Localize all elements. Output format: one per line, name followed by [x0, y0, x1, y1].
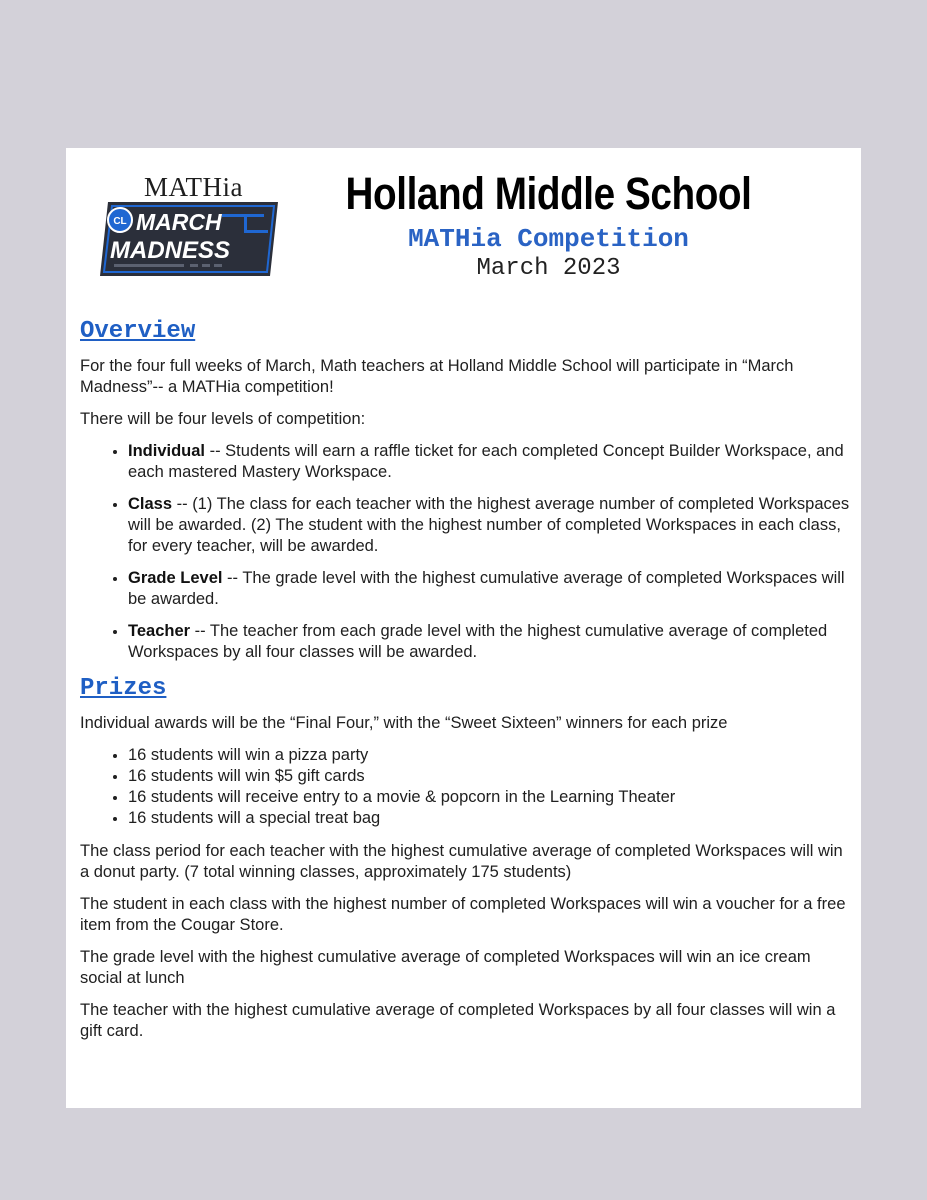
level-term: Class — [128, 495, 173, 513]
levels-intro: There will be four levels of competition: — [80, 410, 366, 428]
level-term: Grade Level — [128, 569, 223, 587]
level-item — [128, 568, 850, 610]
level-term: Individual — [128, 442, 206, 460]
overview-intro: For the four full weeks of March, Math teachers at Holland Middle School will participate in “March Madness”-- a MATHia competition! — [80, 357, 794, 396]
competition-subtitle: MATHia Competition — [408, 224, 689, 254]
badge-line1: MARCH — [136, 209, 222, 235]
prize-item: • 16 students will receive entry to a movie & popcorn in the Learning Theater — [128, 787, 850, 808]
level-item — [128, 621, 850, 663]
badge-line2: MADNESS — [110, 237, 231, 264]
level-item — [128, 494, 850, 557]
school-title: Holland Middle School — [345, 168, 752, 219]
level-term: Teacher — [128, 622, 191, 640]
level-text: -- Students will earn a raffle ticket for each completed Concept Builder Workspace, and each mastered Mastery Workspace. — [128, 442, 844, 481]
level-text: -- (1) The class for each teacher with the highest average number of completed Workspaces will be awarded. (2) The student with the highest number of completed Workspaces in each class, for every teacher, will be awarded. — [128, 495, 850, 555]
level-item — [128, 441, 850, 483]
title-block — [286, 170, 851, 284]
logo-brand: MATHia — [144, 172, 243, 202]
badge-icon-text: CL — [113, 216, 127, 227]
level-text: -- The grade level with the highest cumulative average of completed Workspaces will be awarded. — [128, 569, 845, 608]
prize-item: • 16 students will win a pizza party — [128, 745, 850, 766]
prizes-heading: Prizes — [80, 675, 167, 702]
document-content — [80, 318, 850, 1053]
overview-heading: Overview — [80, 318, 196, 345]
prizes-intro: Individual awards will be the “Final Four,” with the “Sweet Sixteen” winners for each prize — [80, 714, 728, 732]
competition-date: March 2023 — [476, 255, 621, 282]
competition-levels-list — [80, 441, 850, 663]
prize-paragraph-student: The student in each class with the highest number of completed Workspaces will win a voucher for a free item from the Cougar Store. — [80, 895, 846, 934]
prize-paragraph-teacher: The teacher with the highest cumulative average of completed Workspaces by all four classes will win a gift card. — [80, 1001, 836, 1040]
prizes-list — [80, 745, 850, 829]
prize-paragraph-grade: The grade level with the highest cumulative average of completed Workspaces will win an ice cream social at lunch — [80, 948, 811, 987]
prize-paragraph-class: The class period for each teacher with the highest cumulative average of completed Workspaces will win a donut party. (7 total winning classes, approximately 175 students) — [80, 842, 843, 881]
document-page — [66, 148, 861, 1108]
level-text: -- The teacher from each grade level with the highest cumulative average of completed Workspaces by all four classes will be awarded. — [128, 622, 828, 661]
prize-item: • 16 students will win $5 gift cards — [128, 766, 850, 787]
prize-item: • 16 students will a special treat bag — [128, 808, 850, 829]
